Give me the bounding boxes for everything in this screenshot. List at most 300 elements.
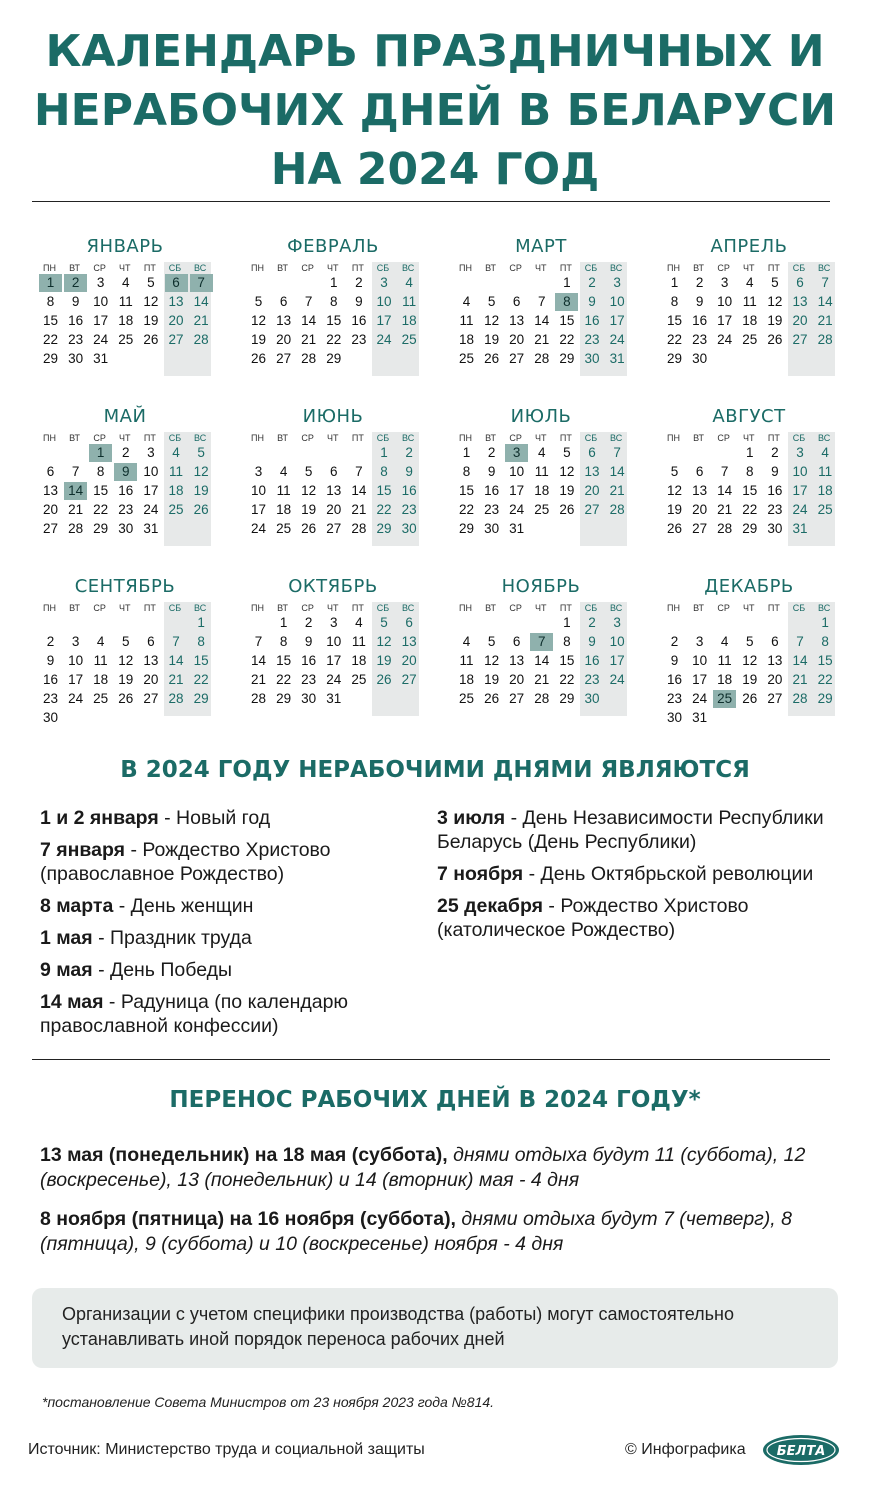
day-cell: 7 <box>172 634 180 649</box>
month-name: МАЙ <box>103 406 147 427</box>
day-cell: 26 <box>666 521 683 536</box>
day-cell: 12 <box>666 483 683 498</box>
day-cell: 13 <box>767 653 783 668</box>
weekday-label: ПТ <box>143 603 156 613</box>
weekday-label: ЧТ <box>743 263 755 273</box>
weekday-label: ПН <box>43 263 56 273</box>
day-cell: 29 <box>376 521 392 536</box>
day-cell: 30 <box>666 710 683 725</box>
day-cell: 8 <box>96 464 105 479</box>
weekday-label: СБ <box>792 263 806 273</box>
day-cell: 3 <box>613 275 621 290</box>
day-cell: 25 <box>118 332 134 347</box>
day-cell: 6 <box>695 464 704 479</box>
day-cell: 30 <box>68 351 84 366</box>
day-cell: 17 <box>143 483 159 498</box>
day-cell: 2 <box>46 634 55 649</box>
weekday-label: ВТ <box>277 433 289 443</box>
day-cell: 10 <box>68 653 84 668</box>
weekday-label: СР <box>301 433 314 443</box>
day-cell: 16 <box>301 653 317 668</box>
day-cell: 29 <box>666 351 683 366</box>
holiday-day-cell: 1 <box>89 444 112 462</box>
day-cell: 11 <box>717 653 732 668</box>
holiday-day-cell: 14 <box>64 482 87 500</box>
weekday-label: ПН <box>459 603 472 613</box>
day-cell: 10 <box>792 464 808 479</box>
month-calendar <box>662 576 836 725</box>
weekday-label: ВС <box>817 433 831 443</box>
weekday-label: ЧТ <box>327 433 339 443</box>
day-cell: 12 <box>301 483 317 498</box>
day-cell: 9 <box>46 653 55 668</box>
day-cell: 7 <box>821 275 829 290</box>
day-cell: 3 <box>380 275 388 290</box>
footnote: *постановление Совета Министров от 23 ноября 2023 года №814. <box>42 1394 495 1410</box>
day-cell: 11 <box>93 653 108 668</box>
day-cell: 20 <box>509 672 525 687</box>
weekday-label: СР <box>509 263 522 273</box>
month-name: АПРЕЛЬ <box>710 236 788 257</box>
day-cell: 15 <box>742 483 758 498</box>
day-cell: 6 <box>512 634 521 649</box>
weekday-label: ВС <box>193 263 207 273</box>
day-cell: 11 <box>818 464 833 479</box>
day-cell: 13 <box>276 313 292 328</box>
title-line-1: КАЛЕНДАРЬ ПРАЗДНИЧНЫХ И <box>45 26 825 77</box>
day-cell: 13 <box>401 634 417 649</box>
holiday-text: - День Независимости Республики Беларусь (День Республики) <box>437 807 824 853</box>
day-cell: 12 <box>484 313 500 328</box>
day-cell: 27 <box>326 521 342 536</box>
day-cell: 1 <box>563 615 571 630</box>
day-cell: 5 <box>197 445 205 460</box>
day-cell: 15 <box>666 313 683 328</box>
day-cell: 12 <box>559 464 575 479</box>
day-cell: 13 <box>326 483 342 498</box>
weekday-label: СР <box>717 433 730 443</box>
day-cell: 3 <box>796 445 804 460</box>
weekday-label: ВС <box>193 603 207 613</box>
day-cell: 14 <box>717 483 733 498</box>
day-cell: 8 <box>197 634 205 649</box>
day-cell: 31 <box>509 521 525 536</box>
day-cell: 16 <box>484 483 500 498</box>
day-cell: 28 <box>609 502 625 517</box>
day-cell: 23 <box>351 332 367 347</box>
holiday-date: 14 мая <box>40 991 104 1013</box>
weekday-label: ПН <box>43 603 56 613</box>
day-cell: 16 <box>118 483 134 498</box>
day-cell: 18 <box>276 502 292 517</box>
transfer-heading: ПЕРЕНОС РАБОЧИХ ДНЕЙ В 2024 ГОДУ* <box>169 1087 701 1113</box>
month-name: ИЮЛЬ <box>510 406 572 427</box>
day-cell: 1 <box>197 615 205 630</box>
day-cell: 15 <box>559 313 575 328</box>
weekday-label: ЧТ <box>743 433 755 443</box>
day-cell: 27 <box>792 332 808 347</box>
day-cell: 28 <box>817 332 833 347</box>
weekday-label: ВТ <box>69 433 81 443</box>
holiday-item <box>40 838 440 886</box>
day-cell: 14 <box>534 313 550 328</box>
day-cell: 4 <box>462 294 471 309</box>
day-cell: 24 <box>609 672 625 687</box>
day-cell: 28 <box>168 691 184 706</box>
day-cell: 23 <box>584 672 600 687</box>
day-cell: 18 <box>458 332 475 347</box>
holiday-text: - День женщин <box>113 895 254 917</box>
day-cell: 9 <box>355 294 363 309</box>
day-cell: 31 <box>792 521 808 536</box>
holiday-date: 1 мая <box>40 927 93 949</box>
title-line-3: НА 2024 ГОД <box>270 144 600 195</box>
day-cell: 23 <box>42 691 59 706</box>
day-cell: 9 <box>405 464 413 479</box>
day-cell: 10 <box>717 294 733 309</box>
weekday-label: ПТ <box>559 263 572 273</box>
day-cell: 11 <box>118 294 133 309</box>
day-cell: 6 <box>512 294 521 309</box>
day-cell: 3 <box>613 615 621 630</box>
day-cell: 24 <box>717 332 733 347</box>
day-cell: 24 <box>326 672 342 687</box>
day-cell: 18 <box>717 672 733 687</box>
day-cell: 3 <box>330 615 338 630</box>
day-cell: 22 <box>559 672 575 687</box>
day-cell: 19 <box>484 672 500 687</box>
weekday-label: СБ <box>168 603 182 613</box>
holiday-date: 7 ноября <box>437 863 524 885</box>
day-cell: 2 <box>771 445 779 460</box>
day-cell: 16 <box>584 653 600 668</box>
day-cell: 24 <box>692 691 708 706</box>
weekday-label: ВС <box>401 433 415 443</box>
day-cell: 20 <box>42 502 59 517</box>
day-cell: 23 <box>118 502 134 517</box>
weekday-label: СБ <box>584 263 598 273</box>
day-cell: 4 <box>279 464 288 479</box>
day-cell: 8 <box>821 634 829 649</box>
month-name: АВГУСТ <box>712 406 786 427</box>
day-cell: 4 <box>746 275 754 290</box>
note-text: Организации с учетом специфики производства (работы) могут самостоятельно устанавливать иной порядок переноса рабочих дней <box>62 1304 734 1349</box>
day-cell: 18 <box>534 483 550 498</box>
section-divider <box>32 1059 830 1060</box>
day-cell: 18 <box>817 483 833 498</box>
day-cell: 21 <box>68 502 84 517</box>
weekday-label: ПН <box>667 433 680 443</box>
belta-logo-icon <box>762 1434 840 1466</box>
day-cell: 16 <box>584 313 600 328</box>
day-cell: 11 <box>351 634 366 649</box>
day-cell: 27 <box>143 691 159 706</box>
day-cell: 20 <box>767 672 783 687</box>
weekday-label: ЧТ <box>535 263 547 273</box>
holiday-item <box>437 862 837 886</box>
day-cell: 9 <box>71 294 80 309</box>
day-cell: 30 <box>692 351 708 366</box>
day-cell: 22 <box>458 502 475 517</box>
day-cell: 23 <box>666 691 683 706</box>
day-cell: 1 <box>563 275 571 290</box>
holiday-day-cell: 3 <box>505 444 528 462</box>
weekday-label: ПТ <box>143 263 156 273</box>
weekday-label: ПТ <box>143 433 156 443</box>
day-cell: 21 <box>351 502 367 517</box>
month-calendar <box>38 406 212 551</box>
day-cell: 15 <box>193 653 209 668</box>
day-cell: 29 <box>193 691 209 706</box>
day-cell: 27 <box>42 521 59 536</box>
day-cell: 19 <box>767 313 783 328</box>
day-cell: 17 <box>250 502 267 517</box>
source-text: Источник: Министерство труда и социальной защиты <box>28 1441 425 1458</box>
day-cell: 13 <box>584 464 600 479</box>
day-cell: 4 <box>96 634 105 649</box>
day-cell: 19 <box>301 502 317 517</box>
holiday-date: 7 января <box>40 839 126 861</box>
day-cell: 8 <box>746 464 754 479</box>
weekday-label: ВТ <box>693 433 705 443</box>
day-cell: 5 <box>147 275 155 290</box>
day-cell: 11 <box>168 464 183 479</box>
day-cell: 15 <box>276 653 292 668</box>
day-cell: 30 <box>584 351 600 366</box>
day-cell: 14 <box>609 464 625 479</box>
day-cell: 1 <box>380 445 388 460</box>
day-cell: 22 <box>376 502 392 517</box>
holidays-heading: В 2024 ГОДУ НЕРАБОЧИМИ ДНЯМИ ЯВЛЯЮТСЯ <box>120 757 750 783</box>
weekday-label: ПТ <box>559 603 572 613</box>
day-cell: 12 <box>143 294 159 309</box>
day-cell: 10 <box>509 464 525 479</box>
day-cell: 1 <box>746 445 754 460</box>
day-cell: 11 <box>534 464 549 479</box>
day-cell: 10 <box>326 634 342 649</box>
day-cell: 27 <box>584 502 600 517</box>
day-cell: 2 <box>588 275 596 290</box>
day-cell: 19 <box>143 313 159 328</box>
weekday-label: ПН <box>251 263 264 273</box>
day-cell: 26 <box>193 502 209 517</box>
day-cell: 30 <box>118 521 134 536</box>
transfer-item <box>40 1143 840 1193</box>
weekday-label: ЧТ <box>327 263 339 273</box>
day-cell: 19 <box>118 672 134 687</box>
weekday-label: СР <box>93 433 106 443</box>
weekday-label: ВС <box>401 603 415 613</box>
day-cell: 11 <box>276 483 291 498</box>
day-cell: 12 <box>118 653 134 668</box>
day-cell: 19 <box>559 483 575 498</box>
weekday-label: ПН <box>43 433 56 443</box>
day-cell: 24 <box>792 502 808 517</box>
day-cell: 4 <box>122 275 130 290</box>
holiday-item <box>437 894 837 942</box>
logo-text: БЕЛТА <box>776 1444 826 1459</box>
day-cell: 15 <box>817 653 833 668</box>
day-cell: 9 <box>588 294 596 309</box>
day-cell: 22 <box>742 502 758 517</box>
day-cell: 11 <box>459 313 474 328</box>
day-cell: 6 <box>147 634 155 649</box>
day-cell: 20 <box>584 483 600 498</box>
day-cell: 15 <box>559 653 575 668</box>
weekday-label: ВТ <box>277 263 289 273</box>
day-cell: 7 <box>254 634 263 649</box>
day-cell: 20 <box>168 313 184 328</box>
day-cell: 16 <box>351 313 367 328</box>
day-cell: 4 <box>720 634 729 649</box>
day-cell: 21 <box>168 672 184 687</box>
day-cell: 18 <box>118 313 134 328</box>
day-cell: 14 <box>250 653 267 668</box>
day-cell: 7 <box>538 294 546 309</box>
day-cell: 6 <box>588 445 596 460</box>
day-cell: 2 <box>588 615 596 630</box>
day-cell: 5 <box>487 634 496 649</box>
holiday-day-cell: 9 <box>114 463 137 481</box>
day-cell: 20 <box>326 502 342 517</box>
day-cell: 27 <box>767 691 783 706</box>
transfer-item <box>40 1207 840 1257</box>
day-cell: 11 <box>402 294 417 309</box>
day-cell: 24 <box>509 502 525 517</box>
day-cell: 19 <box>484 332 500 347</box>
day-cell: 16 <box>767 483 783 498</box>
day-cell: 1 <box>821 615 829 630</box>
day-cell: 20 <box>143 672 159 687</box>
weekday-label: СБ <box>168 433 182 443</box>
day-cell: 6 <box>46 464 55 479</box>
day-cell: 22 <box>193 672 209 687</box>
holiday-text: - Новый год <box>158 807 271 829</box>
day-cell: 20 <box>792 313 808 328</box>
weekday-label: ВТ <box>485 263 497 273</box>
day-cell: 29 <box>93 521 109 536</box>
day-cell: 27 <box>509 691 525 706</box>
day-cell: 28 <box>68 521 84 536</box>
title-line-2: НЕРАБОЧИХ ДНЕЙ В БЕЛАРУСИ <box>33 85 837 136</box>
day-cell: 29 <box>276 691 292 706</box>
day-cell: 21 <box>609 483 625 498</box>
day-cell: 14 <box>351 483 367 498</box>
day-cell: 8 <box>46 294 55 309</box>
day-cell: 23 <box>584 332 600 347</box>
holiday-day-cell: 1 <box>39 274 62 292</box>
day-cell: 22 <box>326 332 342 347</box>
day-cell: 21 <box>534 672 550 687</box>
day-cell: 17 <box>792 483 808 498</box>
day-cell: 13 <box>509 653 525 668</box>
weekday-label: СР <box>301 603 314 613</box>
day-cell: 16 <box>42 672 59 687</box>
day-cell: 13 <box>143 653 159 668</box>
weekday-label: ЧТ <box>327 603 339 613</box>
holiday-day-cell: 7 <box>190 274 213 292</box>
day-cell: 31 <box>609 351 625 366</box>
holiday-day-cell: 25 <box>713 690 736 708</box>
weekday-label: ПТ <box>351 263 364 273</box>
day-cell: 1 <box>670 275 679 290</box>
day-cell: 27 <box>168 332 184 347</box>
day-cell: 5 <box>487 294 496 309</box>
day-cell: 9 <box>487 464 496 479</box>
day-cell: 5 <box>771 275 779 290</box>
day-cell: 3 <box>147 445 155 460</box>
weekday-label: ПН <box>251 433 264 443</box>
month-name: ДЕКАБРЬ <box>704 576 794 597</box>
day-cell: 15 <box>93 483 109 498</box>
day-cell: 7 <box>304 294 313 309</box>
day-cell: 31 <box>326 691 342 706</box>
day-cell: 5 <box>670 464 679 479</box>
holiday-text: - Праздник труда <box>92 927 252 949</box>
day-cell: 22 <box>666 332 683 347</box>
infographic-credit: © Инфографика <box>625 1441 746 1458</box>
day-cell: 25 <box>168 502 184 517</box>
weekday-label: ЧТ <box>535 603 547 613</box>
note-box <box>32 1288 838 1368</box>
day-cell: 17 <box>609 653 625 668</box>
day-cell: 22 <box>276 672 292 687</box>
day-cell: 26 <box>143 332 159 347</box>
day-cell: 8 <box>670 294 679 309</box>
day-cell: 10 <box>609 294 625 309</box>
day-cell: 10 <box>692 653 708 668</box>
day-cell: 12 <box>767 294 783 309</box>
day-cell: 30 <box>401 521 417 536</box>
day-cell: 24 <box>609 332 625 347</box>
day-cell: 22 <box>817 672 833 687</box>
weekday-label: ВС <box>609 603 623 613</box>
day-cell: 19 <box>193 483 209 498</box>
weekday-label: ВС <box>193 433 207 443</box>
day-cell: 29 <box>559 691 575 706</box>
day-cell: 2 <box>670 634 679 649</box>
holiday-text: - День Победы <box>92 959 233 981</box>
holiday-date: 25 декабря <box>437 895 544 917</box>
day-cell: 26 <box>484 351 500 366</box>
day-cell: 17 <box>68 672 84 687</box>
day-cell: 20 <box>276 332 292 347</box>
day-cell: 19 <box>376 653 392 668</box>
weekday-label: ЧТ <box>119 263 131 273</box>
day-cell: 22 <box>93 502 109 517</box>
day-cell: 14 <box>193 294 209 309</box>
day-cell: 26 <box>767 332 783 347</box>
day-cell: 23 <box>68 332 84 347</box>
day-cell: 27 <box>692 521 708 536</box>
day-cell: 19 <box>250 332 267 347</box>
day-cell: 28 <box>534 691 550 706</box>
day-cell: 2 <box>487 445 496 460</box>
day-cell: 27 <box>509 351 525 366</box>
day-cell: 12 <box>484 653 500 668</box>
day-cell: 25 <box>534 502 550 517</box>
weekday-label: ЧТ <box>119 433 131 443</box>
title-divider <box>32 201 830 202</box>
weekday-label: ВС <box>817 603 831 613</box>
day-cell: 14 <box>534 653 550 668</box>
day-cell: 6 <box>330 464 338 479</box>
day-cell: 3 <box>695 634 704 649</box>
holiday-day-cell: 6 <box>165 274 188 292</box>
day-cell: 29 <box>458 521 475 536</box>
day-cell: 3 <box>71 634 80 649</box>
weekday-label: ВТ <box>277 603 289 613</box>
